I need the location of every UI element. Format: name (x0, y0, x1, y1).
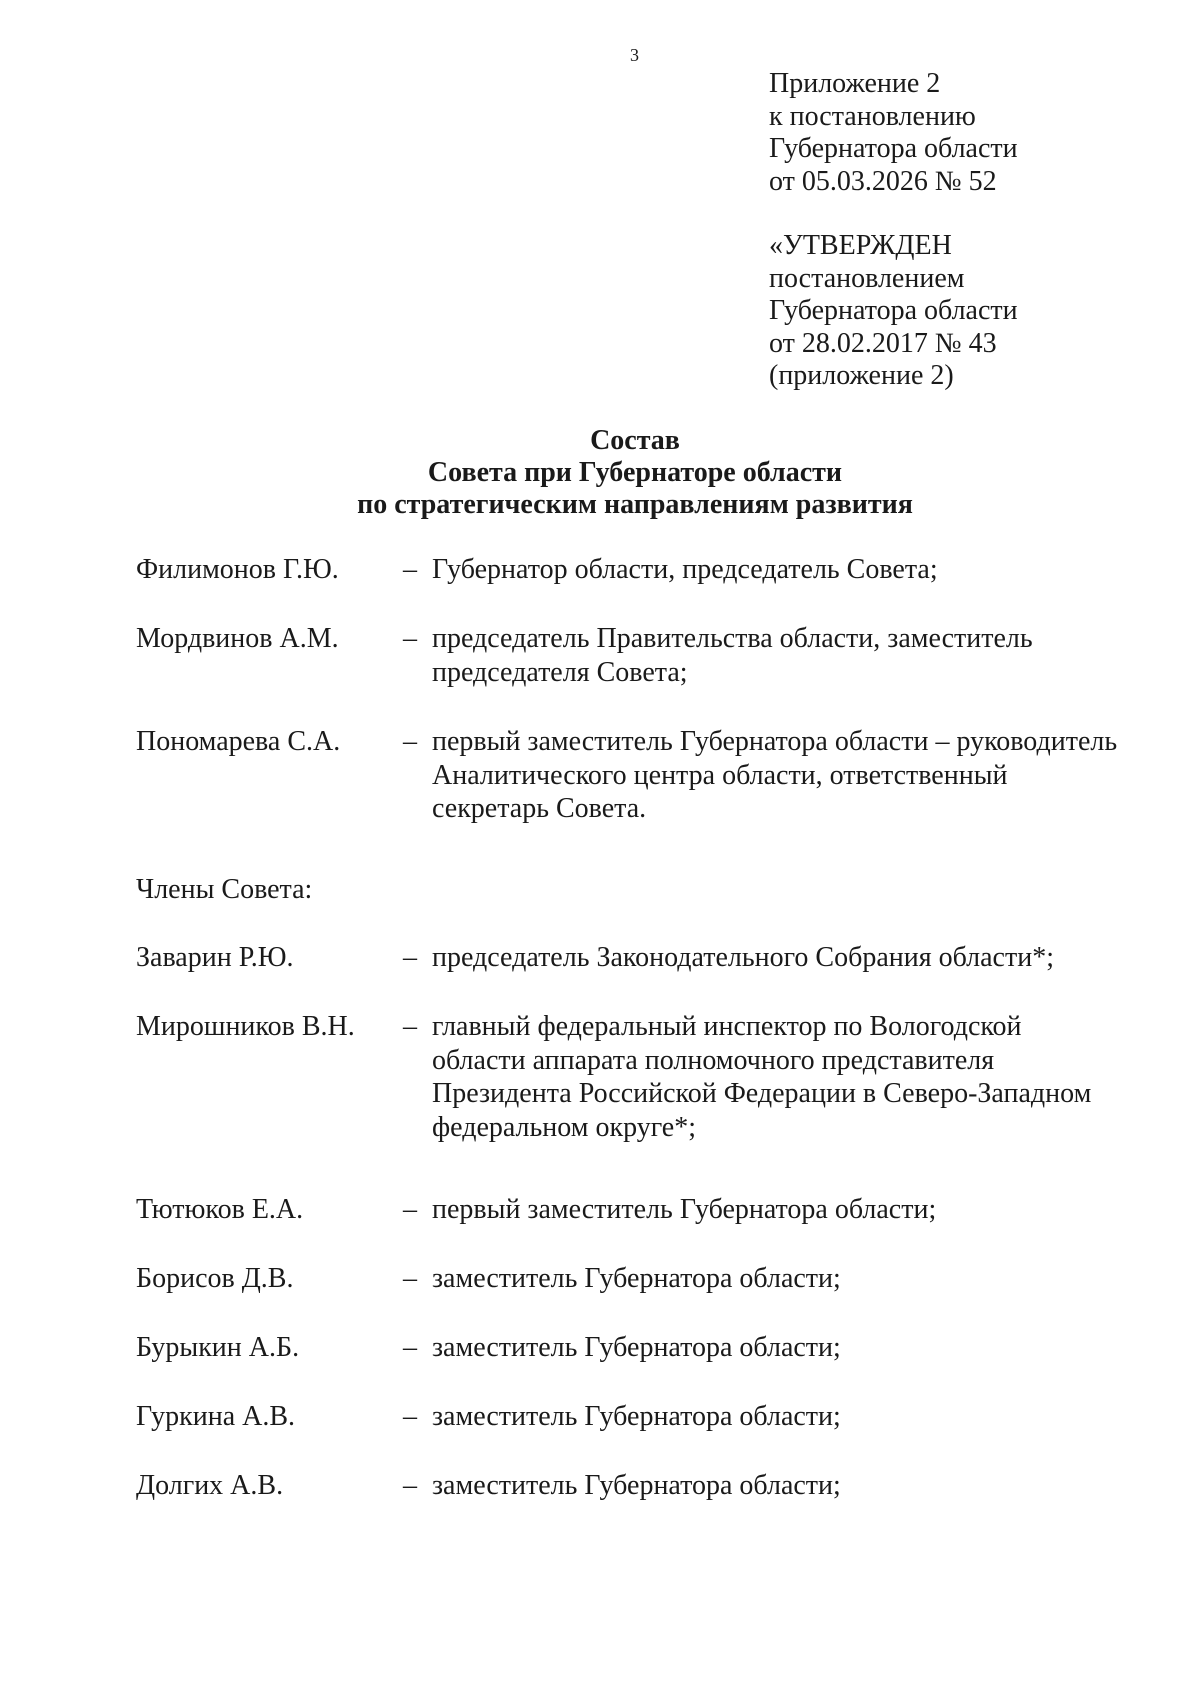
appendix-line: от 05.03.2026 № 52 (769, 165, 997, 197)
member-name: Филимонов Г.Ю. (136, 554, 339, 585)
position-line: секретарь Совета. (432, 793, 647, 824)
position-line: председателя Совета; (432, 656, 688, 688)
members-heading: Члены Совета: (136, 874, 313, 905)
appendix-line: Приложение 2 (769, 68, 941, 99)
dash-separator: – (403, 554, 417, 585)
member-name: Мирошников В.Н. (136, 1011, 355, 1042)
member-position (432, 1331, 841, 1365)
position-line: первый заместитель Губернатора области; (432, 1194, 937, 1225)
dash-separator: – (403, 1194, 417, 1225)
approved-line: постановлением (769, 262, 965, 294)
position-line: заместитель Губернатора области; (432, 1332, 841, 1363)
approved-line: от 28.02.2017 № 43 (769, 327, 997, 359)
member-name: Бурыкин А.Б. (136, 1332, 300, 1363)
title-line: Совета при Губернаторе области (427, 457, 843, 488)
dash-separator: – (403, 1263, 417, 1294)
dash-separator: – (403, 623, 417, 654)
member-name: Заварин Р.Ю. (136, 942, 294, 973)
member-position (432, 1193, 936, 1227)
member-position (432, 941, 1054, 975)
member-position (432, 725, 1117, 826)
member-name: Борисов Д.В. (136, 1263, 294, 1294)
position-line: заместитель Губернатора области; (432, 1401, 841, 1432)
member-name: Гуркина А.В. (136, 1401, 296, 1432)
title-line: по стратегическим направлениям развития (357, 489, 913, 520)
approved-line: (приложение 2) (769, 360, 954, 391)
position-line: председатель Законодательного Собрания области*; (432, 942, 1054, 973)
member-position (432, 1262, 841, 1296)
dash-separator: – (403, 1011, 417, 1042)
member-position (432, 1469, 841, 1503)
dash-separator: – (403, 726, 417, 757)
approval-stamp-text (769, 230, 1018, 393)
title-line: Состав (590, 425, 680, 456)
dash-separator: – (403, 1401, 417, 1432)
position-line: Аналитического центра области, ответственный (432, 759, 1008, 791)
page-number: 3 (630, 45, 639, 65)
dash-separator: – (403, 1470, 417, 1501)
member-position (432, 622, 1033, 689)
member-position (432, 1400, 841, 1434)
position-line: председатель Правительства области, заместитель (432, 623, 1033, 654)
member-name: Мордвинов А.М. (136, 623, 339, 654)
position-line: главный федеральный инспектор по Вологодской (432, 1011, 1022, 1042)
position-line: заместитель Губернатора области; (432, 1263, 841, 1294)
dash-separator: – (403, 1332, 417, 1363)
member-position (432, 553, 938, 587)
position-line: Президента Российской Федерации в Северо-Западном (432, 1078, 1092, 1109)
appendix-line: Губернатора области (769, 133, 1018, 164)
position-line: Губернатор области, председатель Совета; (432, 554, 938, 585)
member-name: Пономарева С.А. (136, 726, 341, 757)
approved-line: «УТВЕРЖДЕН (769, 230, 952, 261)
member-name: Тютюков Е.А. (136, 1194, 304, 1225)
position-line: первый заместитель Губернатора области – руководитель (432, 726, 1118, 757)
member-position (432, 1010, 1091, 1144)
position-line: заместитель Губернатора области; (432, 1470, 841, 1501)
position-line: федеральном округе*; (432, 1111, 697, 1143)
approved-line: Губернатора области (769, 295, 1018, 326)
appendix-line: к постановлению (769, 100, 976, 132)
dash-separator: – (403, 942, 417, 973)
document-title (0, 425, 1200, 521)
member-name: Долгих А.В. (136, 1470, 284, 1501)
appendix-reference (769, 68, 1018, 198)
position-line: области аппарата полномочного представителя (432, 1044, 995, 1076)
